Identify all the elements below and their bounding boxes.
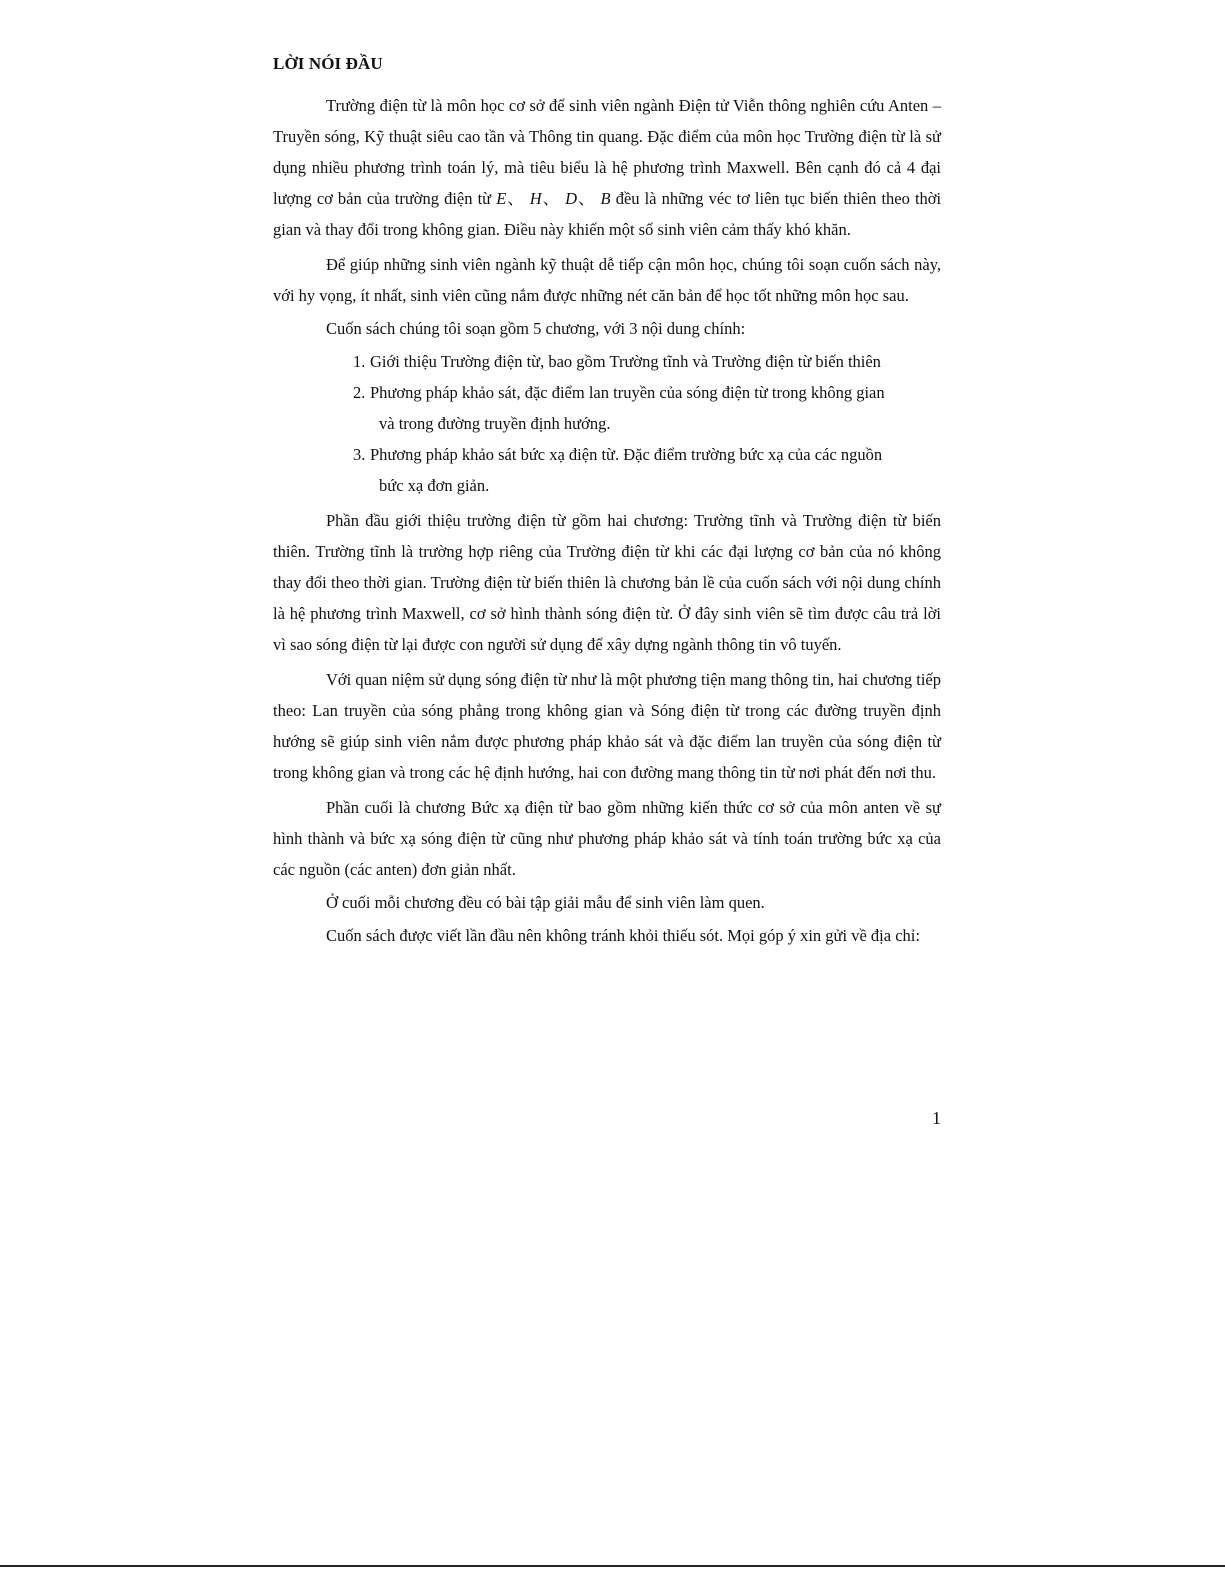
list-item-line: Phương pháp khảo sát bức xạ điện từ. Đặc điểm trường bức xạ của các nguồn [370, 445, 883, 464]
paragraph-part-one: Phần đầu giới thiệu trường điện từ gồm hai chương: Trường tĩnh và Trường điện từ biến thiên. Trường tĩnh là trường hợp riêng của Trường điện từ khi các đại lượng cơ bản của nó không thay đổi theo thời gian. Trường điện từ biến thiên là chương bản lề của cuốn sách với nội dung chính là hệ phương trình Maxwell, cơ sở hình thành sóng điện từ. Ở đây sinh viên sẽ tìm được câu trả lời vì sao sóng điện từ lại được con người sử dụng để xây dựng ngành thông tin vô tuyến. [273, 511, 941, 654]
list-item [273, 439, 941, 501]
list-item [273, 346, 941, 377]
paragraph-exercises: Ở cuối mỗi chương đều có bài tập giải mẫu để sinh viên làm quen. [326, 893, 765, 912]
symbol-b: B [600, 189, 611, 208]
document-body [273, 90, 941, 955]
list-item-text [370, 346, 941, 377]
paragraph-contents-intro: Cuốn sách chúng tôi soạn gồm 5 chương, với 3 nội dung chính: [326, 319, 746, 338]
symbol-separator: 、 [541, 189, 561, 208]
list-item-text [370, 439, 941, 501]
contents-list [273, 346, 941, 501]
page-title: LỜI NÓI ĐẦU [273, 54, 383, 73]
page-bottom-divider [0, 1565, 1225, 1567]
paragraph-intro-text-b: đều là những véc tơ liên tục biến thiên theo thời gian và thay đổi trong không gian. Điều này khiến một số sinh viên cảm thấy khó khăn. [273, 189, 942, 239]
list-item-number: 1. [353, 352, 366, 371]
list-item-line: Phương pháp khảo sát, đặc điểm lan truyền của sóng điện từ trong không gian [370, 383, 885, 402]
list-item-line-continued: và trong đường truyền định hướng. [379, 414, 611, 433]
list-item-line-continued: bức xạ đơn giản. [379, 476, 490, 495]
paragraph-intro-text-a: Trường điện từ là môn học cơ sở để sinh viên ngành Điện tử Viễn thông nghiên cứu Anten – Truyền sóng, Kỹ thuật siêu cao tần và Thông tin quang. Đặc điểm của môn học Trường điện từ là sử dụng nhiều phương trình toán lý, mà tiêu biểu là hệ phương trình Maxwell. Bên cạnh đó cả 4 đại lượng cơ bản của trường điện từ [273, 96, 941, 208]
paragraph-purpose: Để giúp những sinh viên ngành kỹ thuật dễ tiếp cận môn học, chúng tôi soạn cuốn sách này, với hy vọng, ít nhất, sinh viên cũng nắm được những nét căn bản để học tốt những môn học sau. [273, 255, 941, 305]
list-item [273, 377, 941, 439]
list-item-text [370, 377, 941, 439]
paragraph-part-three: Phần cuối là chương Bức xạ điện từ bao gồm những kiến thức cơ sở của môn anten về sự hình thành và bức xạ sóng điện từ cũng như phương pháp khảo sát và tính toán trường bức xạ của các nguồn (các anten) đơn giản nhất. [273, 798, 941, 879]
list-item-line: Giới thiệu Trường điện từ, bao gồm Trường tĩnh và Trường điện từ biến thiên [370, 352, 881, 371]
symbol-separator: 、 [506, 189, 525, 208]
list-item-number: 2. [353, 383, 366, 402]
paragraph-part-two: Với quan niệm sử dụng sóng điện từ như là một phương tiện mang thông tin, hai chương tiếp theo: Lan truyền của sóng phẳng trong không gian và Sóng điện từ trong các đường truyền định hướng sẽ giúp sinh viên nắm được phương pháp khảo sát và đặc điểm lan truyền của sóng điện từ trong không gian và trong các hệ định hướng, hai con đường mang thông tin từ nơi phát đến nơi thu. [273, 670, 941, 782]
list-item-number: 3. [353, 445, 366, 464]
paragraph-feedback: Cuốn sách được viết lần đầu nên không tránh khỏi thiếu sót. Mọi góp ý xin gửi về địa chỉ: [326, 926, 920, 945]
symbol-h: H [529, 189, 542, 208]
symbol-e: E [496, 189, 507, 208]
page-number: 1 [932, 1108, 941, 1128]
symbol-separator: 、 [577, 189, 596, 208]
paragraph-intro [273, 90, 941, 245]
symbol-d: D [565, 189, 578, 208]
